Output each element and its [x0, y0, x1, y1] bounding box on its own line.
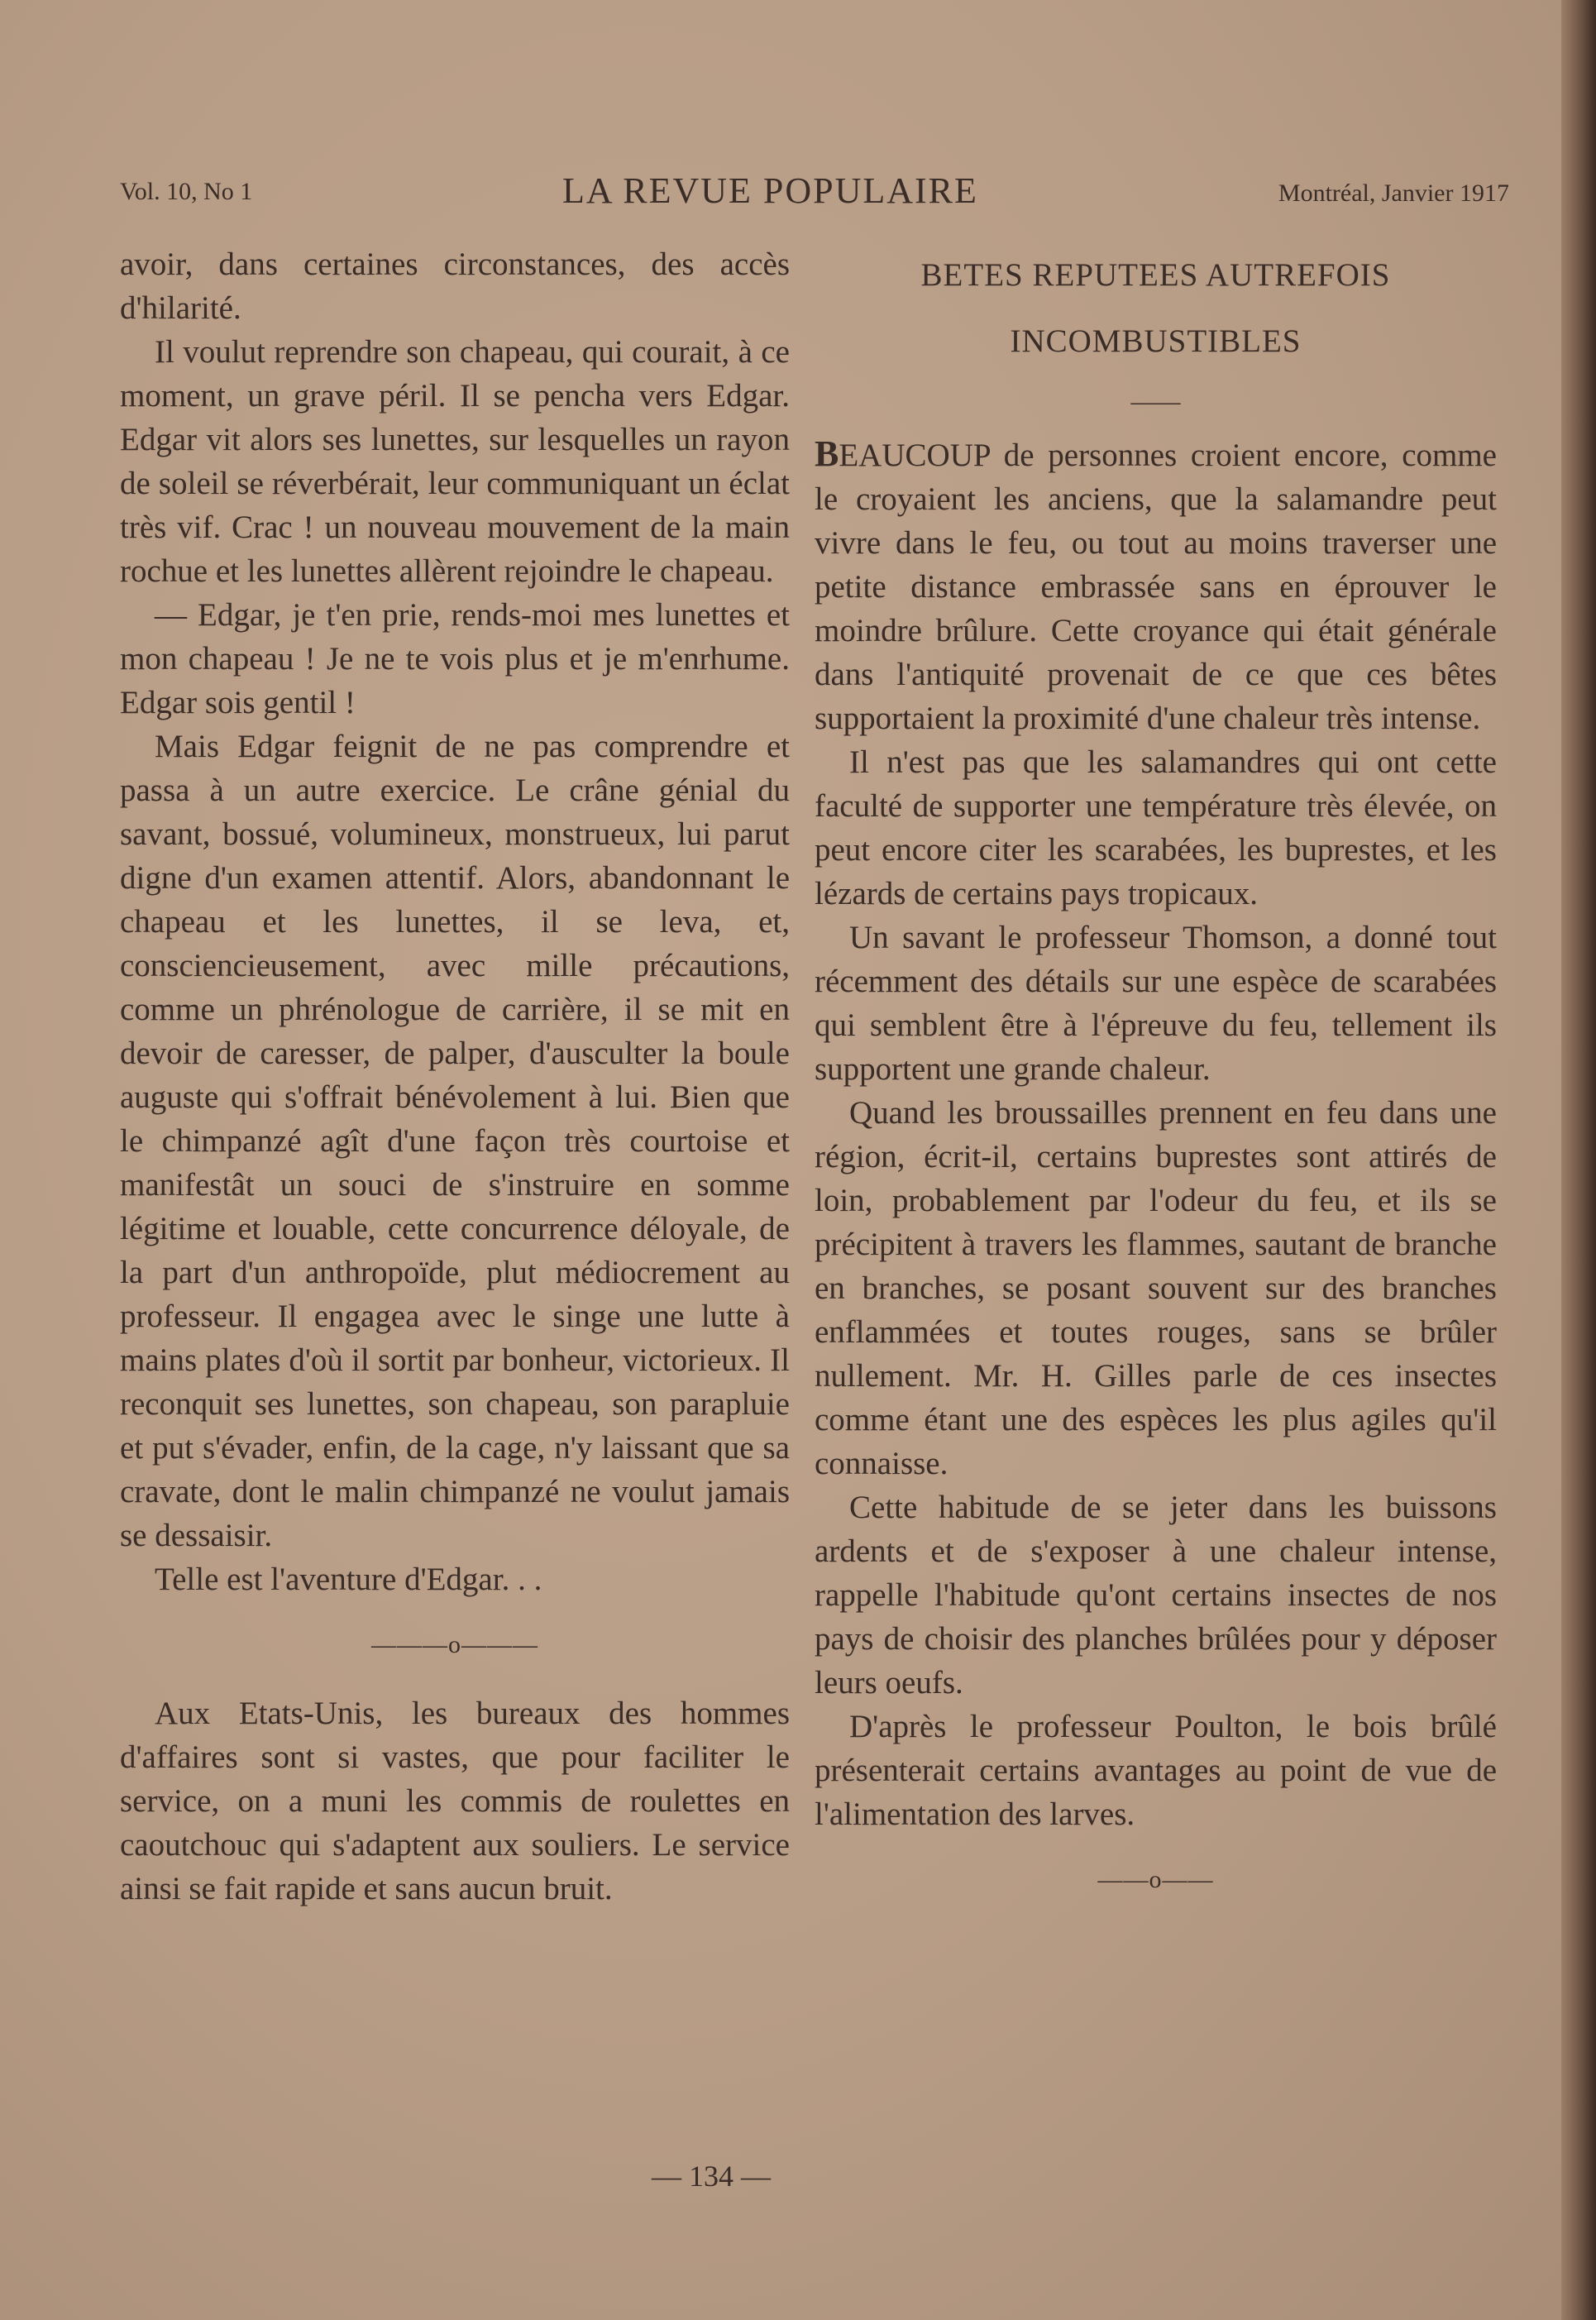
page-number: — 134 — [652, 2160, 771, 2193]
right-column [815, 242, 1497, 1926]
volume-number: Vol. 10, No 1 [120, 178, 253, 205]
paragraph: avoir, dans certaines circonstances, des accès d'hilarité. [120, 246, 790, 326]
issue-date: Montréal, Janvier 1917 [1278, 179, 1509, 207]
paragraph: Telle est l'aventure d'Edgar. . . [155, 1562, 542, 1597]
paragraph: BEAUCOUP de personnes croient encore, comme le croyaient les anciens, que la salamandre peut vivre dans le feu, ou tout au moins traverser une petite distance embrassée sans en éprouver le moindre brûlure. Cette croyance qui était générale dans l'antiquité provenait de ce que ces bêtes supportaient la proximité d'une chaleur très intense. [815, 433, 1497, 736]
paragraph: D'après le professeur Poulton, le bois brûlé présenterait certains avantages au point de vue de l'alimentation des larves. [815, 1709, 1497, 1832]
paragraph: Il n'est pas que les salamandres qui ont cette faculté de supporter une température très élevée, on peut encore citer les scarabées, les buprestes, et les lézards de certains pays tropicaux. [815, 744, 1497, 911]
paragraph: Aux Etats-Unis, les bureaux des hommes d'affaires sont si vastes, que pour faciliter le service, on a muni les commis de roulettes en caoutchouc qui s'adaptent aux souliers. Le service ainsi se fait rapide et sans aucun bruit. [120, 1696, 790, 1906]
article-title: BETES REPUTEES AUTREFOIS INCOMBUSTIBLES [920, 257, 1391, 359]
paragraph: Quand les broussailles prennent en feu dans une région, écrit-il, certains buprestes sont attirés de loin, probablement par l'odeur du feu, et ils se précipitent à travers les flammes, sautant de branche en branches, se posant souvent sur des branches enflammées et toutes rouges, sans se brûler nullement. Mr. H. Gilles parle de ces insectes comme étant une des espèces les plus agiles qu'il connaisse. [815, 1095, 1497, 1481]
page-header [120, 170, 1509, 219]
section-separator: ——o—— [1097, 1866, 1214, 1893]
paragraph: Mais Edgar feignit de ne pas comprendre et passa à un autre exercice. Le crâne génial du savant, bossué, volumineux, monstrueux, lui parut digne d'un examen attentif. Alors, abandonnant le chapeau et les lunettes, il se leva, et, consciencieusement, avec mille précautions, comme un phrénologue de carrière, il se mit en devoir de caresser, de palper, d'ausculter la boule auguste qui s'offrait bénévolement à lui. Bien que le chimpanzé agît d'une façon très courtoise et manifestât un souci de s'instruire en somme légitime et louable, cette concurrence déloyale, de la part d'un anthropoïde, plut médiocrement au professeur. Il engagea avec le singe une lutte à mains plates d'où il sortit par bonheur, victorieux. Il reconquit ses lunettes, son chapeau, son parapluie et put s'évader, enfin, de la cage, n'y laissant que sa cravate, dont le malin chimpanzé ne voulut jamais se dessaisir. [120, 729, 790, 1553]
paragraph: Cette habitude de se jeter dans les buissons ardents et de s'exposer à une chaleur intense, rappelle l'habitude qu'ont certains insectes de nos pays de choisir des planches brûlées pour y déposer leurs oeufs. [815, 1490, 1497, 1701]
publication-title: LA REVUE POPULAIRE [562, 170, 978, 211]
section-separator: ———o——— [371, 1631, 538, 1658]
left-column [120, 242, 790, 1911]
page-binding-edge [1561, 0, 1596, 2320]
paragraph: Un savant le professeur Thomson, a donné tout récemment des détails sur une espèce de scarabées qui semblent être à l'épreuve du feu, tellement ils supportent une grande chaleur. [815, 920, 1497, 1087]
paragraph: — Edgar, je t'en prie, rends-moi mes lunettes et mon chapeau ! Je ne te vois plus et je m'enrhume. Edgar sois gentil ! [120, 597, 790, 720]
paragraph: Il voulut reprendre son chapeau, qui courait, à ce moment, un grave péril. Il se pencha vers Edgar. Edgar vit alors ses lunettes, sur lesquelles un rayon de soleil se réverbérait, leur communiquant un éclat très vif. Crac ! un nouveau mouvement de la main rochue et les lunettes allèrent rejoindre le chapeau. [120, 334, 790, 589]
title-rule: —— [1130, 388, 1181, 415]
